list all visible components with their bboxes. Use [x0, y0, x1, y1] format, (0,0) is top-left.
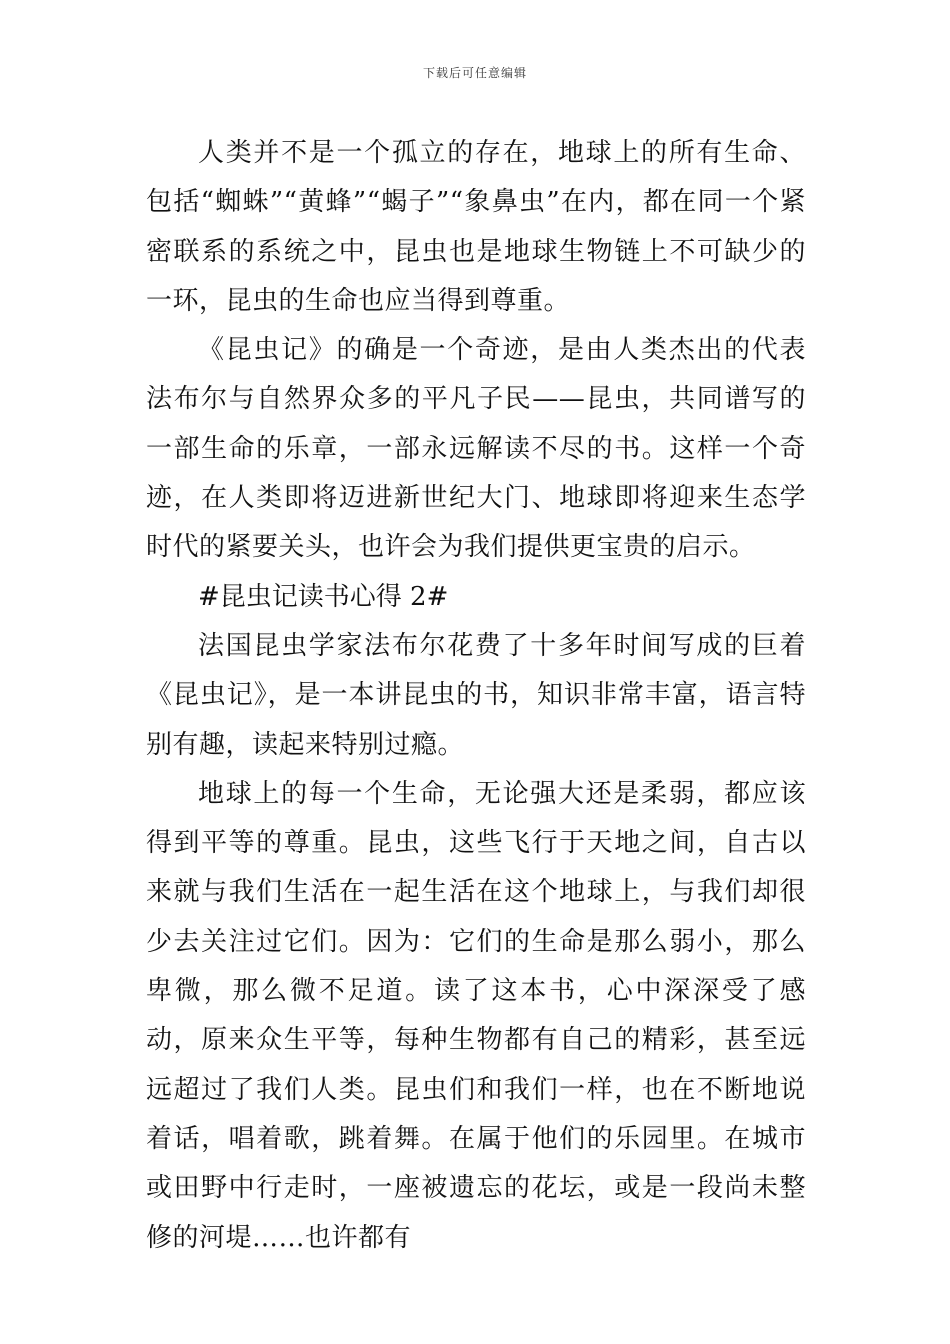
paragraph: 人类并不是一个孤立的存在，地球上的所有生命、包括“蜘蛛”“黄蜂”“蝎子”“象鼻虫”在内，都在同一个紧密联系的系统之中，昆虫也是地球生物链上不可缺少的一环，昆虫的生命也应当得到尊重。 [146, 138, 806, 316]
paragraph: 地球上的每一个生命，无论强大还是柔弱，都应该得到平等的尊重。昆虫，这些飞行于天地之间，自古以来就与我们生活在一起生活在这个地球上，与我们却很少去关注过它们。因为：它们的生命是那么弱小，那么卑微，那么微不足道。读了这本书，心中深深受了感动，原来众生平等，每种生物都有自己的精彩，甚至远远超过了我们人类。昆虫们和我们一样，也在不断地说着话，唱着歌，跳着舞。在属于他们的乐园里。在城市或田野中行走时，一座被遗忘的花坛，或是一段尚未整修的河堤……也许都有 [146, 778, 806, 1253]
document-body [146, 129, 806, 1263]
section-heading: #昆虫记读书心得 2# [198, 581, 449, 612]
page-header: 下载后可任意编辑 [422, 66, 527, 80]
paragraph: 《昆虫记》的确是一个奇迹，是由人类杰出的代表法布尔与自然界众多的平凡子民——昆虫，共同谱写的一部生命的乐章，一部永远解读不尽的书。这样一个奇迹，在人类即将迈进新世纪大门、地球即将迎来生态学时代的紧要关头，也许会为我们提供更宝贵的启示。 [146, 335, 806, 563]
paragraph: 法国昆虫学家法布尔花费了十多年时间写成的巨着《昆虫记》，是一本讲昆虫的书，知识非常丰富，语言特别有趣，读起来特别过瘾。 [146, 630, 806, 760]
